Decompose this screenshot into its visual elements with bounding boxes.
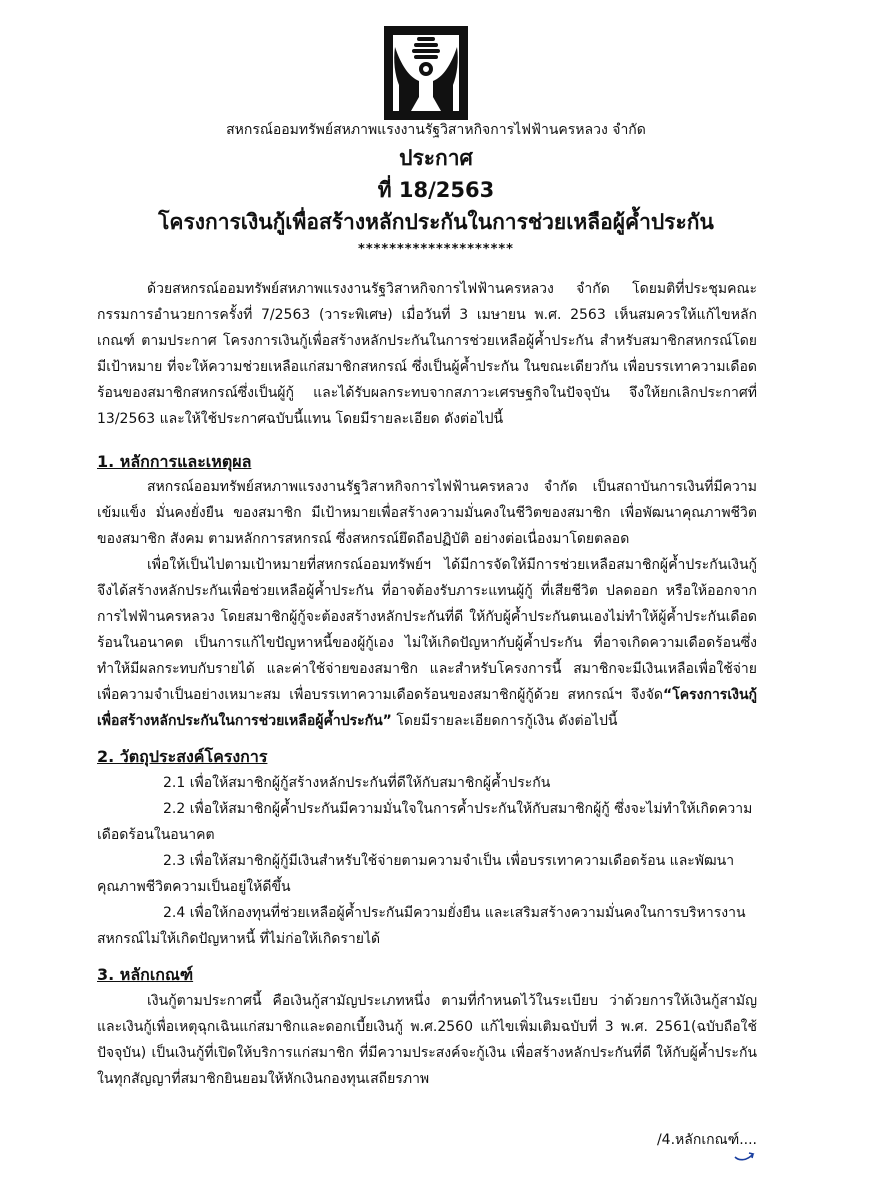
objective-item: 2.2 เพื่อให้สมาชิกผู้ค้ำประกันมีความมั่นใจในการค้ำประกันให้กับสมาชิกผู้กู้ ซึ่งจะไม่ทำให้เกิดความเดือดร้อนในอนาคต	[97, 801, 753, 843]
section-2-heading: 2. วัตถุประสงค์โครงการ	[97, 747, 268, 766]
intro-paragraph: ด้วยสหกรณ์ออมทรัพย์สหภาพแรงงานรัฐวิสาหกิจการไฟฟ้านครหลวง จำกัด โดยมติที่ประชุมคณะกรรมการอำนวยการครั้งที่ 7/2563 (วาระพิเศษ) เมื่อวันที่ 3 เมษายน พ.ศ. 2563 เห็นสมควรให้แก้ไขหลักเกณฑ์ ตามประกาศ โครงการเงินกู้เพื่อสร้างหลักประกันในการช่วยเหลือผู้ค้ำประกัน สำหรับสมาชิกสหกรณ์โดยมีเป้าหมาย ที่จะให้ความช่วยเหลือแก่สมาชิกสหกรณ์ ซึ่งเป็นผู้ค้ำประกัน ในขณะเดียวกัน เพื่อบรรเทาความเดือดร้อนของสมาชิกสหกรณ์ซึ่งเป็นผู้กู้ และได้รับผลกระทบจากสภาวะเศรษฐกิจในปัจจุบัน จึงให้ยกเลิกประกาศที่ 13/2563 และให้ใช้ประกาศฉบับนี้แทน โดยมีรายละเอียด ดังต่อไปนี้	[97, 281, 757, 427]
organization-name: สหกรณ์ออมทรัพย์สหภาพแรงงานรัฐวิสาหกิจการไฟฟ้านครหลวง จำกัด	[226, 122, 646, 138]
section-1-paragraph-2	[97, 552, 757, 734]
section-1-paragraph-1: สหกรณ์ออมทรัพย์สหภาพแรงงานรัฐวิสาหกิจการไฟฟ้านครหลวง จำกัด เป็นสถาบันการเงินที่มีความเข้มแข็ง มั่นคงยั่งยืน ของสมาชิก มีเป้าหมายเพื่อสร้างความมั่นคงในชีวิตของสมาชิก เพื่อพัฒนาคุณภาพชีวิตของสมาชิก สังคม ตามหลักการสหกรณ์ ซึ่งสหกรณ์ยึดถือปฏิบัติ อย่างต่อเนื่องมาโดยตลอด	[97, 479, 757, 547]
section-1-paragraph-2-text: เพื่อให้เป็นไปตามเป้าหมายที่สหกรณ์ออมทรัพย์ฯ ได้มีการจัดให้มีการช่วยเหลือสมาชิกผู้ค้ำประกันเงินกู้ จึงได้สร้างหลักประกันเพื่อช่วยเหลือผู้ค้ำประกัน ที่อาจต้องรับภาระแทนผู้กู้ ที่เสียชีวิต ปลดออก หรือให้ออกจากการไฟฟ้านครหลวง โดยสมาชิกผู้กู้จะต้องสร้างหลักประกันที่ดี ให้กับผู้ค้ำประกันตนเองไม่ทำให้ผู้ค้ำประกันเดือดร้อนในอนาคต เป็นการแก้ไขปัญหาหนี้ของผู้กู้เอง ไม่ให้เกิดปัญหากับผู้ค้ำประกัน ที่อาจเกิดความเดือดร้อนซึ่งทำให้มีผลกระทบกับรายได้ และค่าใช้จ่ายของสมาชิก และสำหรับโครงการนี้ สมาชิกจะมีเงินเหลือเพื่อใช้จ่ายเพื่อความจำเป็นอย่างเหมาะสม เพื่อบรรเทาความเดือดร้อนของสมาชิกผู้กู้ด้วย สหกรณ์ฯ จึงจัด	[97, 557, 757, 703]
objective-item: 2.4 เพื่อให้กองทุนที่ช่วยเหลือผู้ค้ำประกันมีความยั่งยืน และเสริมสร้างความมั่นคงในการบริหารงานสหกรณ์ไม่ให้เกิดปัญหาหนี้ ที่ไม่ก่อให้เกิดรายได้	[97, 905, 746, 947]
section-3-paragraph: เงินกู้ตามประกาศนี้ คือเงินกู้สามัญประเภทหนึ่ง ตามที่กำหนดไว้ในระเบียบ ว่าด้วยการให้เงินกู้สามัญและเงินกู้เพื่อเหตุฉุกเฉินแก่สมาชิกและดอกเบี้ยเงินกู้ พ.ศ.2560 แก้ไขเพิ่มเติมฉบับที่ 3 พ.ศ. 2561(ฉบับถือใช้ปัจจุบัน) เป็นเงินกู้ที่เปิดให้บริการแก่สมาชิก ที่มีความประสงค์จะกู้เงิน เพื่อสร้างหลักประกันที่ดี ให้กับผู้ค้ำประกัน ในทุกสัญญาที่สมาชิกยินยอมให้หักเงินกองทุนเสถียรภาพ	[97, 993, 757, 1087]
objective-item: 2.3 เพื่อให้สมาชิกผู้กู้มีเงินสำหรับใช้จ่ายตามความจำเป็น เพื่อบรรเทาความเดือดร้อน และพัฒนาคุณภาพชีวิตความเป็นอยู่ให้ดีขึ้น	[97, 853, 735, 895]
project-title: โครงการเงินกู้เพื่อสร้างหลักประกันในการช่วยเหลือผู้ค้ำประกัน	[158, 210, 714, 234]
initial-mark-icon	[733, 1148, 757, 1162]
announcement-title: ประกาศ	[399, 146, 473, 170]
section-1-paragraph-2-end: โดยมีรายละเอียดการกู้เงิน ดังต่อไปนี้	[391, 713, 618, 729]
objective-item: 2.1 เพื่อให้สมาชิกผู้กู้สร้างหลักประกันที่ดีให้กับสมาชิกผู้ค้ำประกัน	[163, 775, 551, 791]
cooperative-emblem-icon	[383, 25, 469, 121]
announcement-number: ที่ 18/2563	[377, 178, 495, 202]
section-1-heading: 1. หลักการและเหตุผล	[97, 452, 252, 471]
section-3-heading: 3. หลักเกณฑ์	[97, 965, 194, 984]
next-page-marker: /4.หลักเกณฑ์....	[656, 1132, 757, 1148]
title-separator: ********************	[358, 242, 514, 257]
project-name-quote: “โครงการเงินกู้เพื่อสร้างหลักประกันในการช่วยเหลือผู้ค้ำประกัน”	[97, 687, 757, 729]
